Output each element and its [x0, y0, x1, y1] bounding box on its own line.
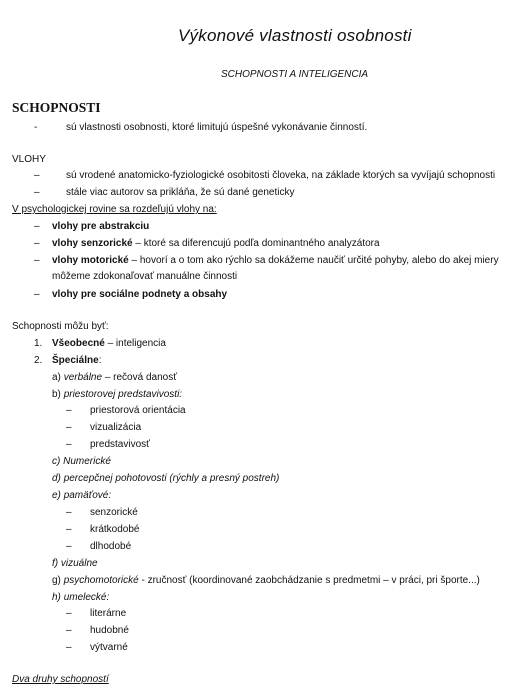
item-label: verbálne — [63, 372, 103, 383]
page-subtitle: SCHOPNOSTI A INTELIGENCIA — [221, 69, 369, 80]
item-letter: d) — [52, 473, 61, 484]
numbered-item-description: : — [98, 355, 102, 366]
vlohy-type-motoricke — [52, 255, 499, 266]
item-label: Numerické — [63, 456, 111, 467]
dash-marker: – — [66, 422, 72, 433]
vlohy-type-socialne — [52, 289, 227, 300]
numbered-item-label: Špeciálne — [52, 355, 99, 366]
dash-marker: – — [66, 541, 72, 552]
section-heading-vlohy: VLOHY — [12, 154, 46, 165]
vlohy-type-senzoricke — [52, 238, 380, 249]
item-description: - zručnosť (koordinované zaobchádzanie s predmetmi – v práci, pri športe...) — [138, 575, 480, 586]
item-letter: c) — [52, 456, 61, 467]
dash-marker: – — [34, 238, 40, 249]
footer-heading: Dva druhy schopností — [12, 674, 109, 685]
sub-item: senzorické — [90, 507, 138, 518]
vlohy-type-label: vlohy pre abstrakciu — [52, 221, 150, 232]
item-label: percepčnej pohotovosti (rýchly a presný postreh) — [63, 473, 280, 484]
section-heading-schopnosti: SCHOPNOSTI — [12, 100, 101, 115]
item-label: psychomotorické — [63, 575, 139, 586]
dash-marker: – — [66, 642, 72, 653]
vlohy-item: sú vrodené anatomicko-fyziologické osobitosti človeka, na základe ktorých sa vyvíjajú schopnosti — [66, 170, 496, 181]
vlohy-division-heading: V psychologickej rovine sa rozdeľujú vlohy na: — [12, 204, 217, 215]
dash-marker: – — [66, 507, 72, 518]
special-item-priestorovej — [52, 389, 182, 400]
sub-item: vizualizácia — [90, 422, 142, 433]
dash-marker: – — [34, 170, 40, 181]
sub-item: krátkodobé — [90, 524, 140, 535]
vlohy-type-description: – ktoré sa diferencujú podľa dominantného analyzátora — [132, 238, 380, 249]
dash-marker: – — [66, 625, 72, 636]
item-description: : — [106, 592, 110, 603]
vlohy-type-label: vlohy motorické — [52, 255, 129, 266]
vlohy-type-abstrakcia — [52, 221, 149, 232]
item-description: – rečová danosť — [102, 372, 177, 383]
item-label: umelecké — [63, 592, 107, 603]
item-letter: b) — [52, 389, 61, 400]
dash-marker: – — [66, 524, 72, 535]
list-number: 2. — [34, 355, 43, 366]
sub-item: priestorová orientácia — [90, 405, 186, 416]
special-item-pamatove — [52, 490, 111, 501]
sub-item: hudobné — [90, 625, 129, 636]
item-letter: e) — [52, 490, 61, 501]
special-item-umelecke — [52, 592, 109, 603]
special-item-percepcnej — [52, 473, 279, 484]
page-title: Výkonové vlastnosti osobnosti — [178, 26, 412, 45]
special-item-numericke — [52, 456, 111, 467]
vlohy-type-description: – hovorí a o tom ako rýchlo sa dokážeme naučiť určité pohyby, alebo do akej miery — [128, 255, 499, 266]
special-item-verbalne — [52, 372, 177, 383]
schopnosti-definition: sú vlastnosti osobnosti, ktoré limitujú úspešné vykonávanie činností. — [66, 122, 368, 133]
item-label: priestorovej predstavivosti — [63, 389, 180, 400]
sub-item: výtvarné — [90, 642, 128, 653]
bullet-marker: - — [34, 122, 38, 133]
vlohy-type-continuation: môžeme zdokonaľovať manuálne činnosti — [52, 271, 238, 282]
item-description: : — [108, 490, 112, 501]
vlohy-item: stále viac autorov sa prikláňa, že sú dané geneticky — [66, 187, 295, 198]
numbered-item-label: Všeobecné — [52, 338, 105, 349]
sub-item: predstavivosť — [90, 439, 150, 450]
item-letter: h) — [52, 592, 61, 603]
item-letter: a) — [52, 372, 61, 383]
dash-marker: – — [34, 221, 40, 232]
dash-marker: – — [66, 405, 72, 416]
dash-marker: – — [34, 187, 40, 198]
dash-marker: – — [34, 289, 40, 300]
dash-marker: – — [66, 439, 72, 450]
sub-item: dlhodobé — [90, 541, 132, 552]
item-label: pamäťové — [63, 490, 109, 501]
vlohy-type-label: vlohy pre sociálne podnety a obsahy — [52, 289, 228, 300]
schopnosti-intro: Schopnosti môžu byť: — [12, 321, 109, 332]
item-letter: f) — [52, 558, 59, 569]
dash-marker: – — [34, 255, 40, 266]
special-item-vizualne — [52, 558, 98, 569]
numbered-item-description: – inteligencia — [104, 338, 166, 349]
numbered-item-specialne — [52, 355, 101, 366]
special-item-psychomotoricke — [52, 575, 480, 586]
item-label: vizuálne — [60, 558, 98, 569]
vlohy-type-label: vlohy senzorické — [52, 238, 133, 249]
list-number: 1. — [34, 338, 43, 349]
dash-marker: – — [66, 608, 72, 619]
item-description: : — [179, 389, 183, 400]
sub-item: literárne — [90, 608, 127, 619]
item-letter: g) — [52, 575, 61, 586]
numbered-item-vseobecne — [52, 338, 166, 349]
